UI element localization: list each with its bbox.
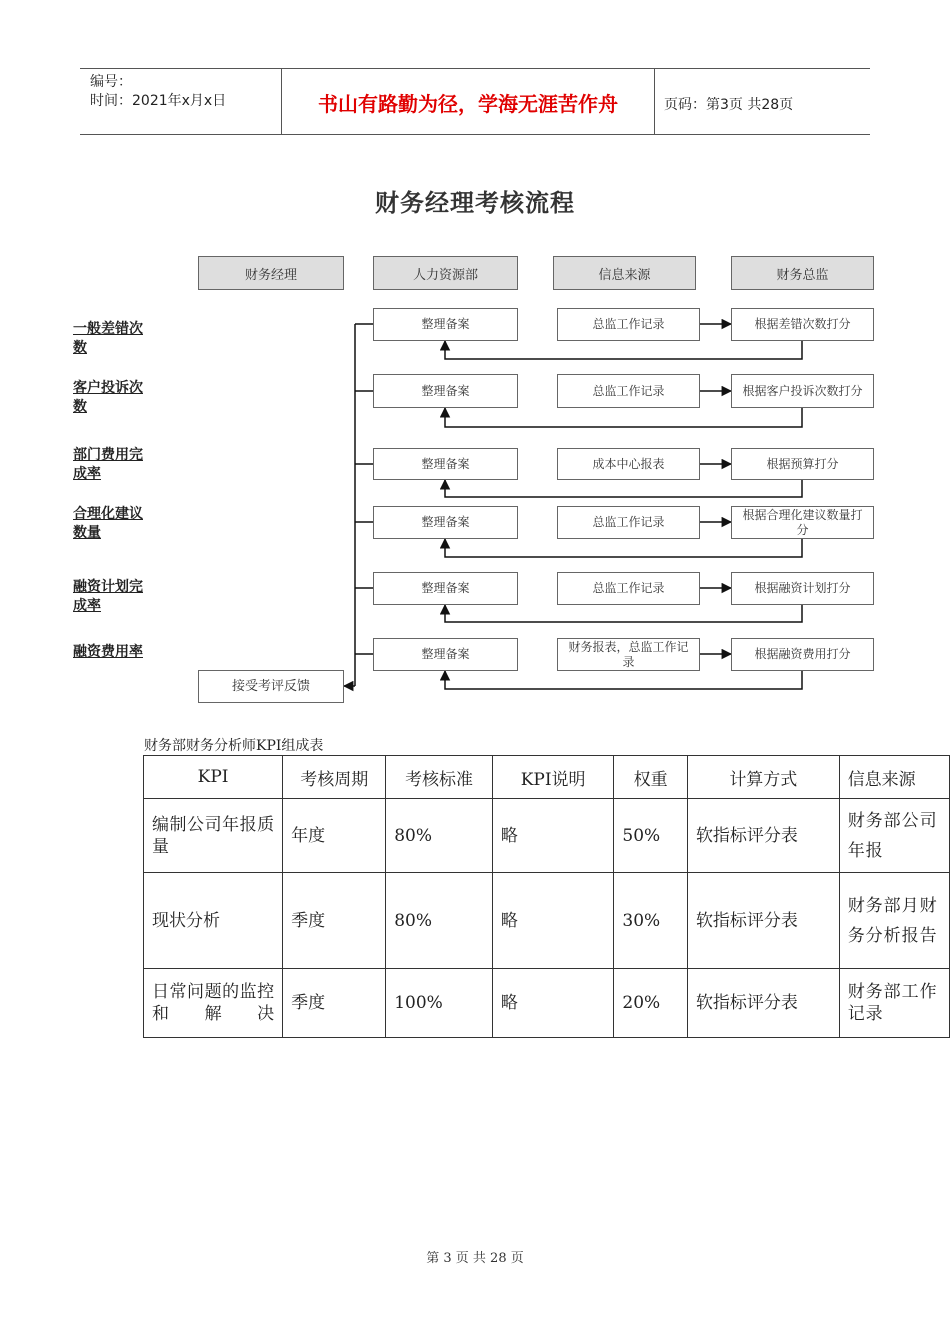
column-header-calc-method: 计算方式 [687, 756, 839, 799]
director-scoring-box: 根据客户投诉次数打分 [731, 374, 874, 408]
info-source-box: 总监工作记录 [557, 572, 700, 605]
info-source-cell: 财务部月财务分析报告 [839, 873, 949, 969]
kpi-name-cell: 编制公司年报质量 [144, 799, 283, 873]
director-scoring-box: 根据差错次数打分 [731, 308, 874, 341]
doc-date-label: 时间：2021年x月x日 [90, 93, 227, 109]
calc-method-cell: 软指标评分表 [687, 799, 839, 873]
hr-filing-box: 整理备案 [373, 572, 518, 605]
column-header-hr-department: 人力资源部 [373, 256, 518, 290]
hr-filing-box: 整理备案 [373, 308, 518, 341]
director-scoring-box: 根据预算打分 [731, 448, 874, 480]
info-source-box: 总监工作记录 [557, 308, 700, 341]
info-source-cell: 财务部工作记录 [839, 969, 949, 1038]
feedback-box: 接受考评反馈 [198, 670, 344, 703]
kpi-name-cell: 日常问题的监控和解决 [144, 969, 283, 1038]
standard-cell: 80% [386, 873, 493, 969]
info-source-box: 成本中心报表 [557, 448, 700, 480]
page-indicator: 页码：第3页 共28页 [664, 97, 794, 113]
column-header-kpi: KPI [144, 756, 283, 799]
hr-filing-box: 整理备案 [373, 506, 518, 539]
director-scoring-box: 根据融资计划打分 [731, 572, 874, 605]
description-cell: 略 [492, 873, 613, 969]
column-header-standard: 考核标准 [386, 756, 493, 799]
kpi-label-general-errors: 一般差错次数 [73, 321, 143, 356]
column-header-weight: 权重 [614, 756, 688, 799]
info-source-box: 财务报表，总监工作记录 [557, 638, 700, 671]
flowchart-title: 财务经理考核流程 [375, 189, 575, 217]
hr-filing-box: 整理备案 [373, 638, 518, 671]
standard-cell: 100% [386, 969, 493, 1038]
period-cell: 季度 [283, 969, 386, 1038]
column-header-description: KPI说明 [492, 756, 613, 799]
table-caption: 财务部财务分析师KPI组成表 [144, 738, 324, 754]
column-header-info-source: 信息来源 [839, 756, 949, 799]
info-source-box: 总监工作记录 [557, 374, 700, 408]
kpi-table [143, 755, 950, 1038]
calc-method-cell: 软指标评分表 [687, 969, 839, 1038]
table-row [144, 873, 950, 969]
table-row [144, 969, 950, 1038]
director-scoring-box: 根据合理化建议数量打分 [731, 506, 874, 539]
standard-cell: 80% [386, 799, 493, 873]
info-source-box: 总监工作记录 [557, 506, 700, 539]
page-footer: 第 3 页 共 28 页 [426, 1251, 524, 1266]
kpi-label-suggestions-count: 合理化建议数量 [73, 506, 143, 541]
kpi-label-financing-plan-rate: 融资计划完成率 [73, 579, 143, 614]
info-source-cell: 财务部公司年报 [839, 799, 949, 873]
table-row [144, 799, 950, 873]
weight-cell: 20% [614, 969, 688, 1038]
calc-method-cell: 软指标评分表 [687, 873, 839, 969]
period-cell: 季度 [283, 873, 386, 969]
table-header-row [144, 756, 950, 799]
hr-filing-box: 整理备案 [373, 374, 518, 408]
column-header-period: 考核周期 [283, 756, 386, 799]
weight-cell: 50% [614, 799, 688, 873]
kpi-name-cell: 现状分析 [144, 873, 283, 969]
weight-cell: 30% [614, 873, 688, 969]
director-scoring-box: 根据融资费用打分 [731, 638, 874, 671]
column-header-finance-manager: 财务经理 [198, 256, 344, 290]
kpi-label-dept-expense-rate: 部门费用完成率 [73, 447, 143, 482]
description-cell: 略 [492, 969, 613, 1038]
doc-number-label: 编号： [90, 74, 132, 90]
kpi-label-customer-complaints: 客户投诉次数 [73, 380, 143, 415]
period-cell: 年度 [283, 799, 386, 873]
description-cell: 略 [492, 799, 613, 873]
column-header-info-source: 信息来源 [553, 256, 696, 290]
header-motto: 书山有路勤为径，学海无涯苦作舟 [318, 92, 618, 116]
column-header-finance-director: 财务总监 [731, 256, 874, 290]
hr-filing-box: 整理备案 [373, 448, 518, 480]
kpi-label-financing-cost-rate: 融资费用率 [73, 644, 143, 660]
